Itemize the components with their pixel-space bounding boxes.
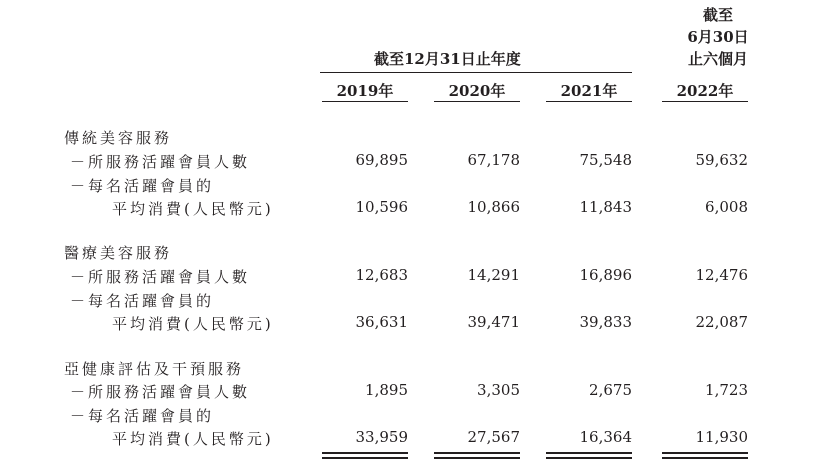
cell-spend-2022: 6,008 [705, 198, 748, 216]
double-rule-2019-bottom [322, 457, 408, 459]
row-label-spend-b: 平均消費(人民幣元) [112, 430, 274, 448]
cell-members-2022: 59,632 [695, 151, 748, 169]
year-header-2019: 2019年 [336, 82, 394, 100]
cell-spend-2022: 11,930 [695, 428, 748, 446]
interim-header-line2: 6月30日 [687, 28, 749, 46]
cell-spend-2019: 10,596 [355, 198, 408, 216]
header-rule [320, 72, 632, 73]
row-label-spend-a: －每名活躍會員的 [70, 407, 215, 425]
cell-spend-2021: 11,843 [579, 198, 632, 216]
cell-members-2021: 16,896 [579, 266, 632, 284]
double-rule-2021-top [546, 452, 632, 454]
cell-spend-2020: 27,567 [467, 428, 520, 446]
row-label-members: －所服務活躍會員人數 [70, 383, 251, 401]
section-title: 醫療美容服務 [64, 244, 173, 262]
row-label-spend-b: 平均消費(人民幣元) [112, 315, 274, 333]
cell-members-2020: 67,178 [467, 151, 520, 169]
cell-spend-2021: 16,364 [579, 428, 632, 446]
double-rule-2021-bottom [546, 457, 632, 459]
cell-members-2022: 1,723 [705, 381, 748, 399]
cell-members-2021: 2,675 [589, 381, 632, 399]
year-header-2020: 2020年 [448, 82, 506, 100]
row-label-members: －所服務活躍會員人數 [70, 268, 251, 286]
cell-spend-2022: 22,087 [695, 313, 748, 331]
double-rule-2020-top [434, 452, 520, 454]
row-label-spend-b: 平均消費(人民幣元) [112, 200, 274, 218]
cell-members-2019: 69,895 [355, 151, 408, 169]
cell-members-2019: 1,895 [365, 381, 408, 399]
cell-members-2020: 3,305 [477, 381, 520, 399]
row-label-members: －所服務活躍會員人數 [70, 153, 251, 171]
double-rule-2022-bottom [662, 457, 748, 459]
interim-header-line1: 截至 [702, 6, 733, 24]
cell-spend-2020: 39,471 [467, 313, 520, 331]
row-label-spend-a: －每名活躍會員的 [70, 292, 215, 310]
cell-spend-2020: 10,866 [467, 198, 520, 216]
year-header-2021: 2021年 [560, 82, 618, 100]
year-rule-2020 [434, 101, 520, 102]
interim-header-line3: 止六個月 [687, 50, 748, 68]
year-header-2022: 2022年 [676, 82, 734, 100]
cell-members-2022: 12,476 [695, 266, 748, 284]
cell-members-2019: 12,683 [355, 266, 408, 284]
row-label-spend-a: －每名活躍會員的 [70, 177, 215, 195]
section-title: 傳統美容服務 [64, 129, 173, 147]
period-header: 截至12月31日止年度 [374, 50, 521, 68]
cell-spend-2021: 39,833 [579, 313, 632, 331]
double-rule-2020-bottom [434, 457, 520, 459]
year-rule-2019 [322, 101, 408, 102]
year-rule-2022 [662, 101, 748, 102]
cell-members-2021: 75,548 [579, 151, 632, 169]
cell-members-2020: 14,291 [467, 266, 520, 284]
section-title: 亞健康評估及干預服務 [64, 360, 245, 378]
double-rule-2019-top [322, 452, 408, 454]
double-rule-2022-top [662, 452, 748, 454]
cell-spend-2019: 36,631 [355, 313, 408, 331]
cell-spend-2019: 33,959 [355, 428, 408, 446]
year-rule-2021 [546, 101, 632, 102]
